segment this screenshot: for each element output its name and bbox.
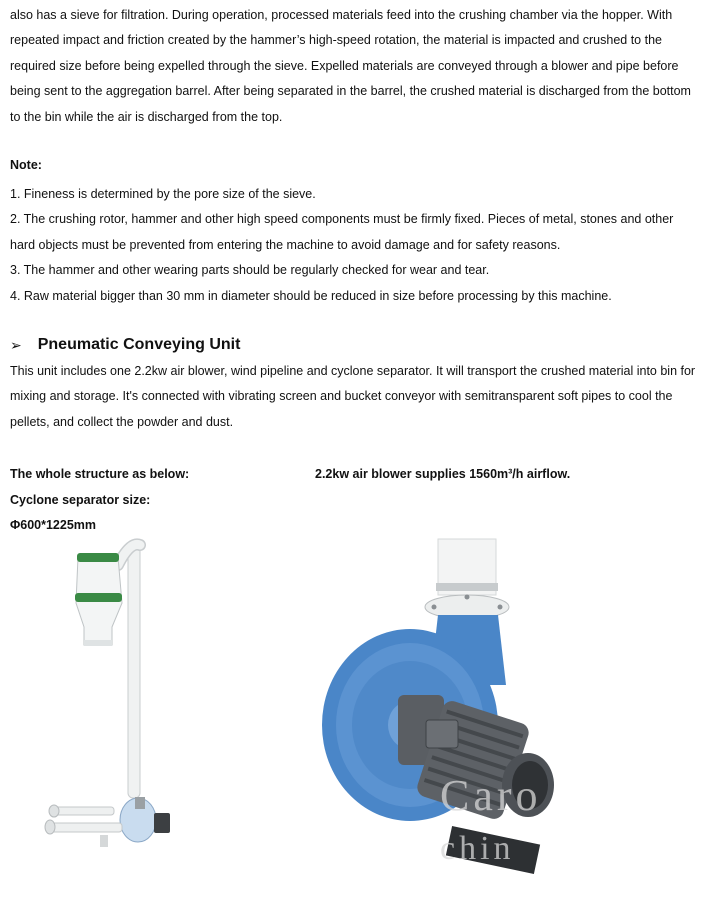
cyclone-size-value: Φ600*1225mm bbox=[10, 518, 97, 532]
section-title: Pneumatic Conveying Unit bbox=[37, 336, 241, 353]
cyclone-separator-image bbox=[40, 535, 190, 865]
note-title: Note: bbox=[10, 158, 42, 172]
note-item-2: 2. The crushing rotor, hammer and other high speed components must be firmly fixed. Pieces of metal, stones and other hard objects must be prevented from entering the machine to avoid damage and for safety reasons. bbox=[10, 212, 674, 252]
cyclone-size-label: Cyclone separator size: bbox=[10, 493, 151, 507]
watermark-text: Caro bbox=[440, 771, 542, 820]
note-item-3: 3. The hammer and other wearing parts should be regularly checked for wear and tear. bbox=[10, 263, 490, 278]
note-list bbox=[10, 182, 700, 309]
note-item-1: 1. Fineness is determined by the pore size of the sieve. bbox=[10, 187, 316, 201]
structure-caption: The whole structure as below: bbox=[10, 467, 190, 481]
section-paragraph: This unit includes one 2.2kw air blower, wind pipeline and cyclone separator. It will transport the crushed material into bin for mixing and storage. It's connected with vibrating screen and bucket conveyor with semitransparent soft pipes to cool the pellets, and collect the powder and dust. bbox=[10, 364, 696, 429]
section-heading bbox=[10, 336, 240, 354]
document-page bbox=[10, 0, 700, 130]
intro-paragraph: also has a sieve for filtration. During operation, processed materials feed into the crushing chamber via the hopper. With repeated impact and friction created by the hammer’s high-speed rotation, the material is impacted and crushed to the required size before being expelled through the sieve. Expelled materials are conveyed through a blower and pipe before being sent to the aggregation barrel. After being separated in the barrel, the crushed material is discharged from the bottom to the bin while the air is discharged from the top. bbox=[10, 8, 691, 124]
blower-caption: 2.2kw air blower supplies 1560m³/h airflow. bbox=[315, 467, 571, 481]
arrow-bullet-icon: ➢ bbox=[10, 336, 22, 353]
note-item-4: 4. Raw material bigger than 30 mm in diameter should be reduced in size before processing by this machine. bbox=[10, 288, 612, 303]
watermark-text-line2: chin bbox=[440, 830, 515, 867]
